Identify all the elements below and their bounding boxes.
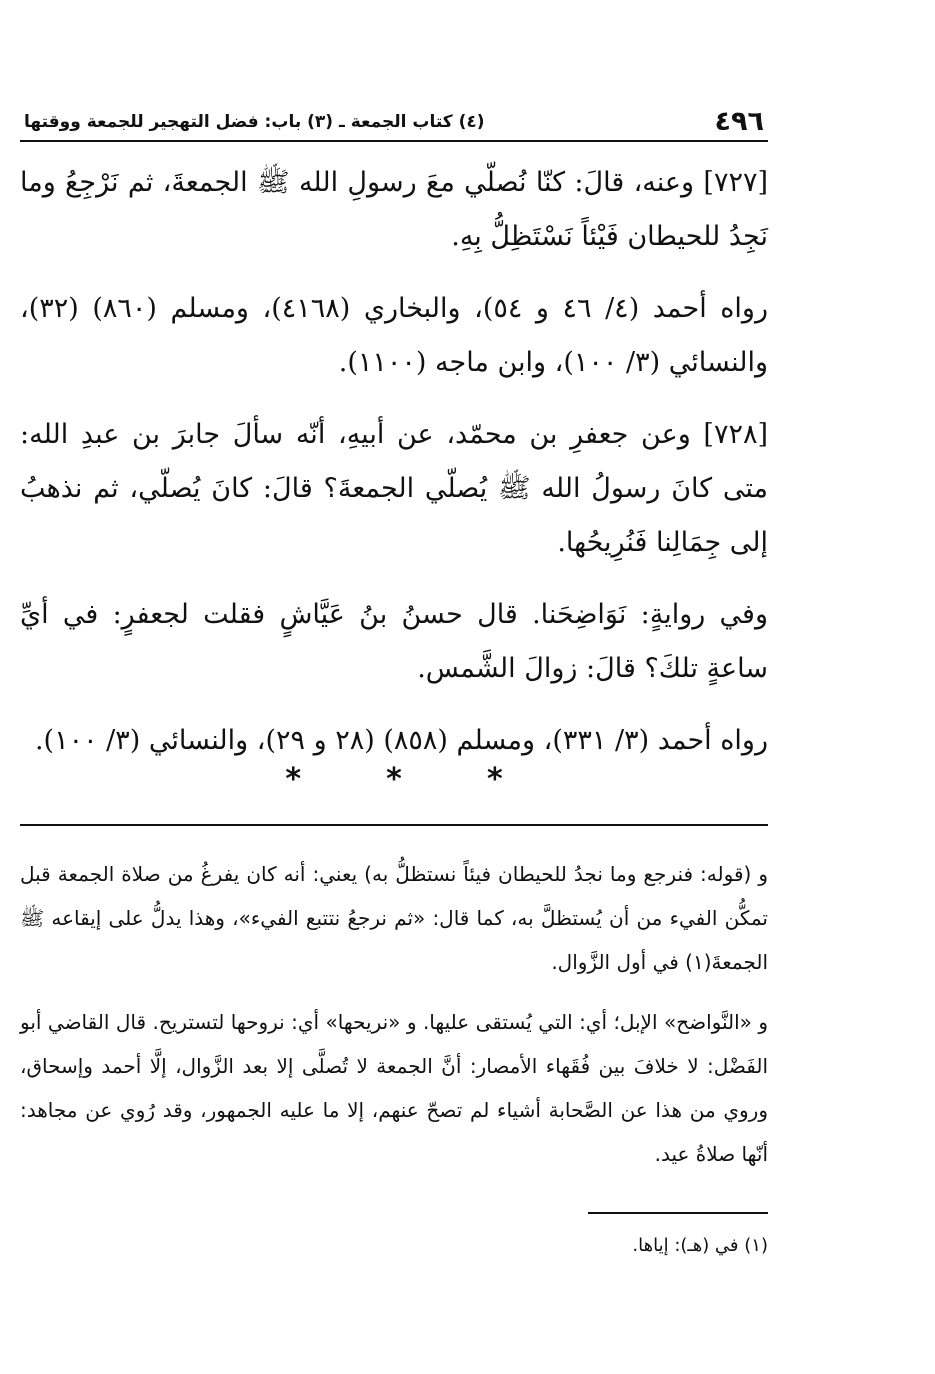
separator-star: * [486,762,503,797]
separator-star: * [285,762,302,797]
hadith-728-text: [٧٢٨] وعن جعفرِ بن محمّد، عن أبيهِ، أنّه سألَ جابرَ بن عبدِ الله: متى كانَ رسولُ الله ﷺ يُصلّي الجمعةَ؟ قالَ: كانَ يُصلّي، ثم نذهبُ إلى جِمَالِنا فَنُرِيحُها. [20,419,768,558]
hadith-727-sources: رواه أحمد (٤/ ٤٦ و ٥٤)، والبخاري (٤١٦٨)، ومسلم (٨٦٠) (٣٢)، والنسائي (٣/ ١٠٠)، وابن ماجه (١١٠٠). [20,293,768,378]
footnote-rule [588,1212,768,1214]
running-title: (٤) كتاب الجمعة ـ (٣) باب: فضل التهجير للجمعة ووقتها [24,112,485,132]
commentary-paragraph: و «النَّواضح» الإبل؛ أي: التي يُستقى عليها. و «نريحها» أي: نروحها لتستريح. قال القاضي أبو الفَضْل: لا خلافَ بين فُقَهاء الأمصار: أنَّ الجمعة لا تُصلَّى إلا بعد الزَّوال، إلَّا أحمد وإسحاق، وروي من هذا عن الصَّحابة أشياء لم تصحّ عنهم، إلا ما عليه الجمهور، وقد رُوي عن مجاهد: أنّها صلاةُ عيد. [20,1010,768,1166]
hadith-728-sources: رواه أحمد (٣/ ٣٣١)، ومسلم (٨٥٨) (٢٨ و ٢٩)، والنسائي (٣/ ١٠٠). [34,725,768,756]
hadith-728-variant: وفي روايةٍ: نَوَاضِحَنا. قال حسنُ بنُ عَيَّاشٍ فقلت لجعفرٍ: في أيِّ ساعةٍ تلكَ؟ قالَ: زوالَ الشَّمس. [20,599,768,684]
footnote: (١) في (هـ): إياها. [632,1235,768,1256]
section-separator [20,762,768,802]
hadith-727-text: [٧٢٧] وعنه، قالَ: كنّا نُصلّي معَ رسولِ الله ﷺ الجمعةَ، ثم نَرْجِعُ وما نَجِدُ للحيطان فَيْئاً نَسْتَظِلُّ بِهِ. [20,167,768,252]
separator-star: * [386,762,402,797]
commentary-divider [20,824,768,826]
page-number: ٤٩٦ [714,106,764,137]
commentary-paragraph: و (قوله: فنرجع وما نجدُ للحيطان فيئاً نستظلُّ به) يعني: أنه كان يفرغُ من صلاة الجمعة قبل تمكُّن الفيء من أن يُستظلَّ به، كما قال: «ثم نرجعُ نتتبع الفيء»، وهذا يدلُّ على إيقاعه ﷺ الجمعةَ(١) في أول الزَّوال. [20,862,768,974]
page-header [20,104,768,142]
main-text [20,156,768,768]
commentary [20,852,768,1176]
